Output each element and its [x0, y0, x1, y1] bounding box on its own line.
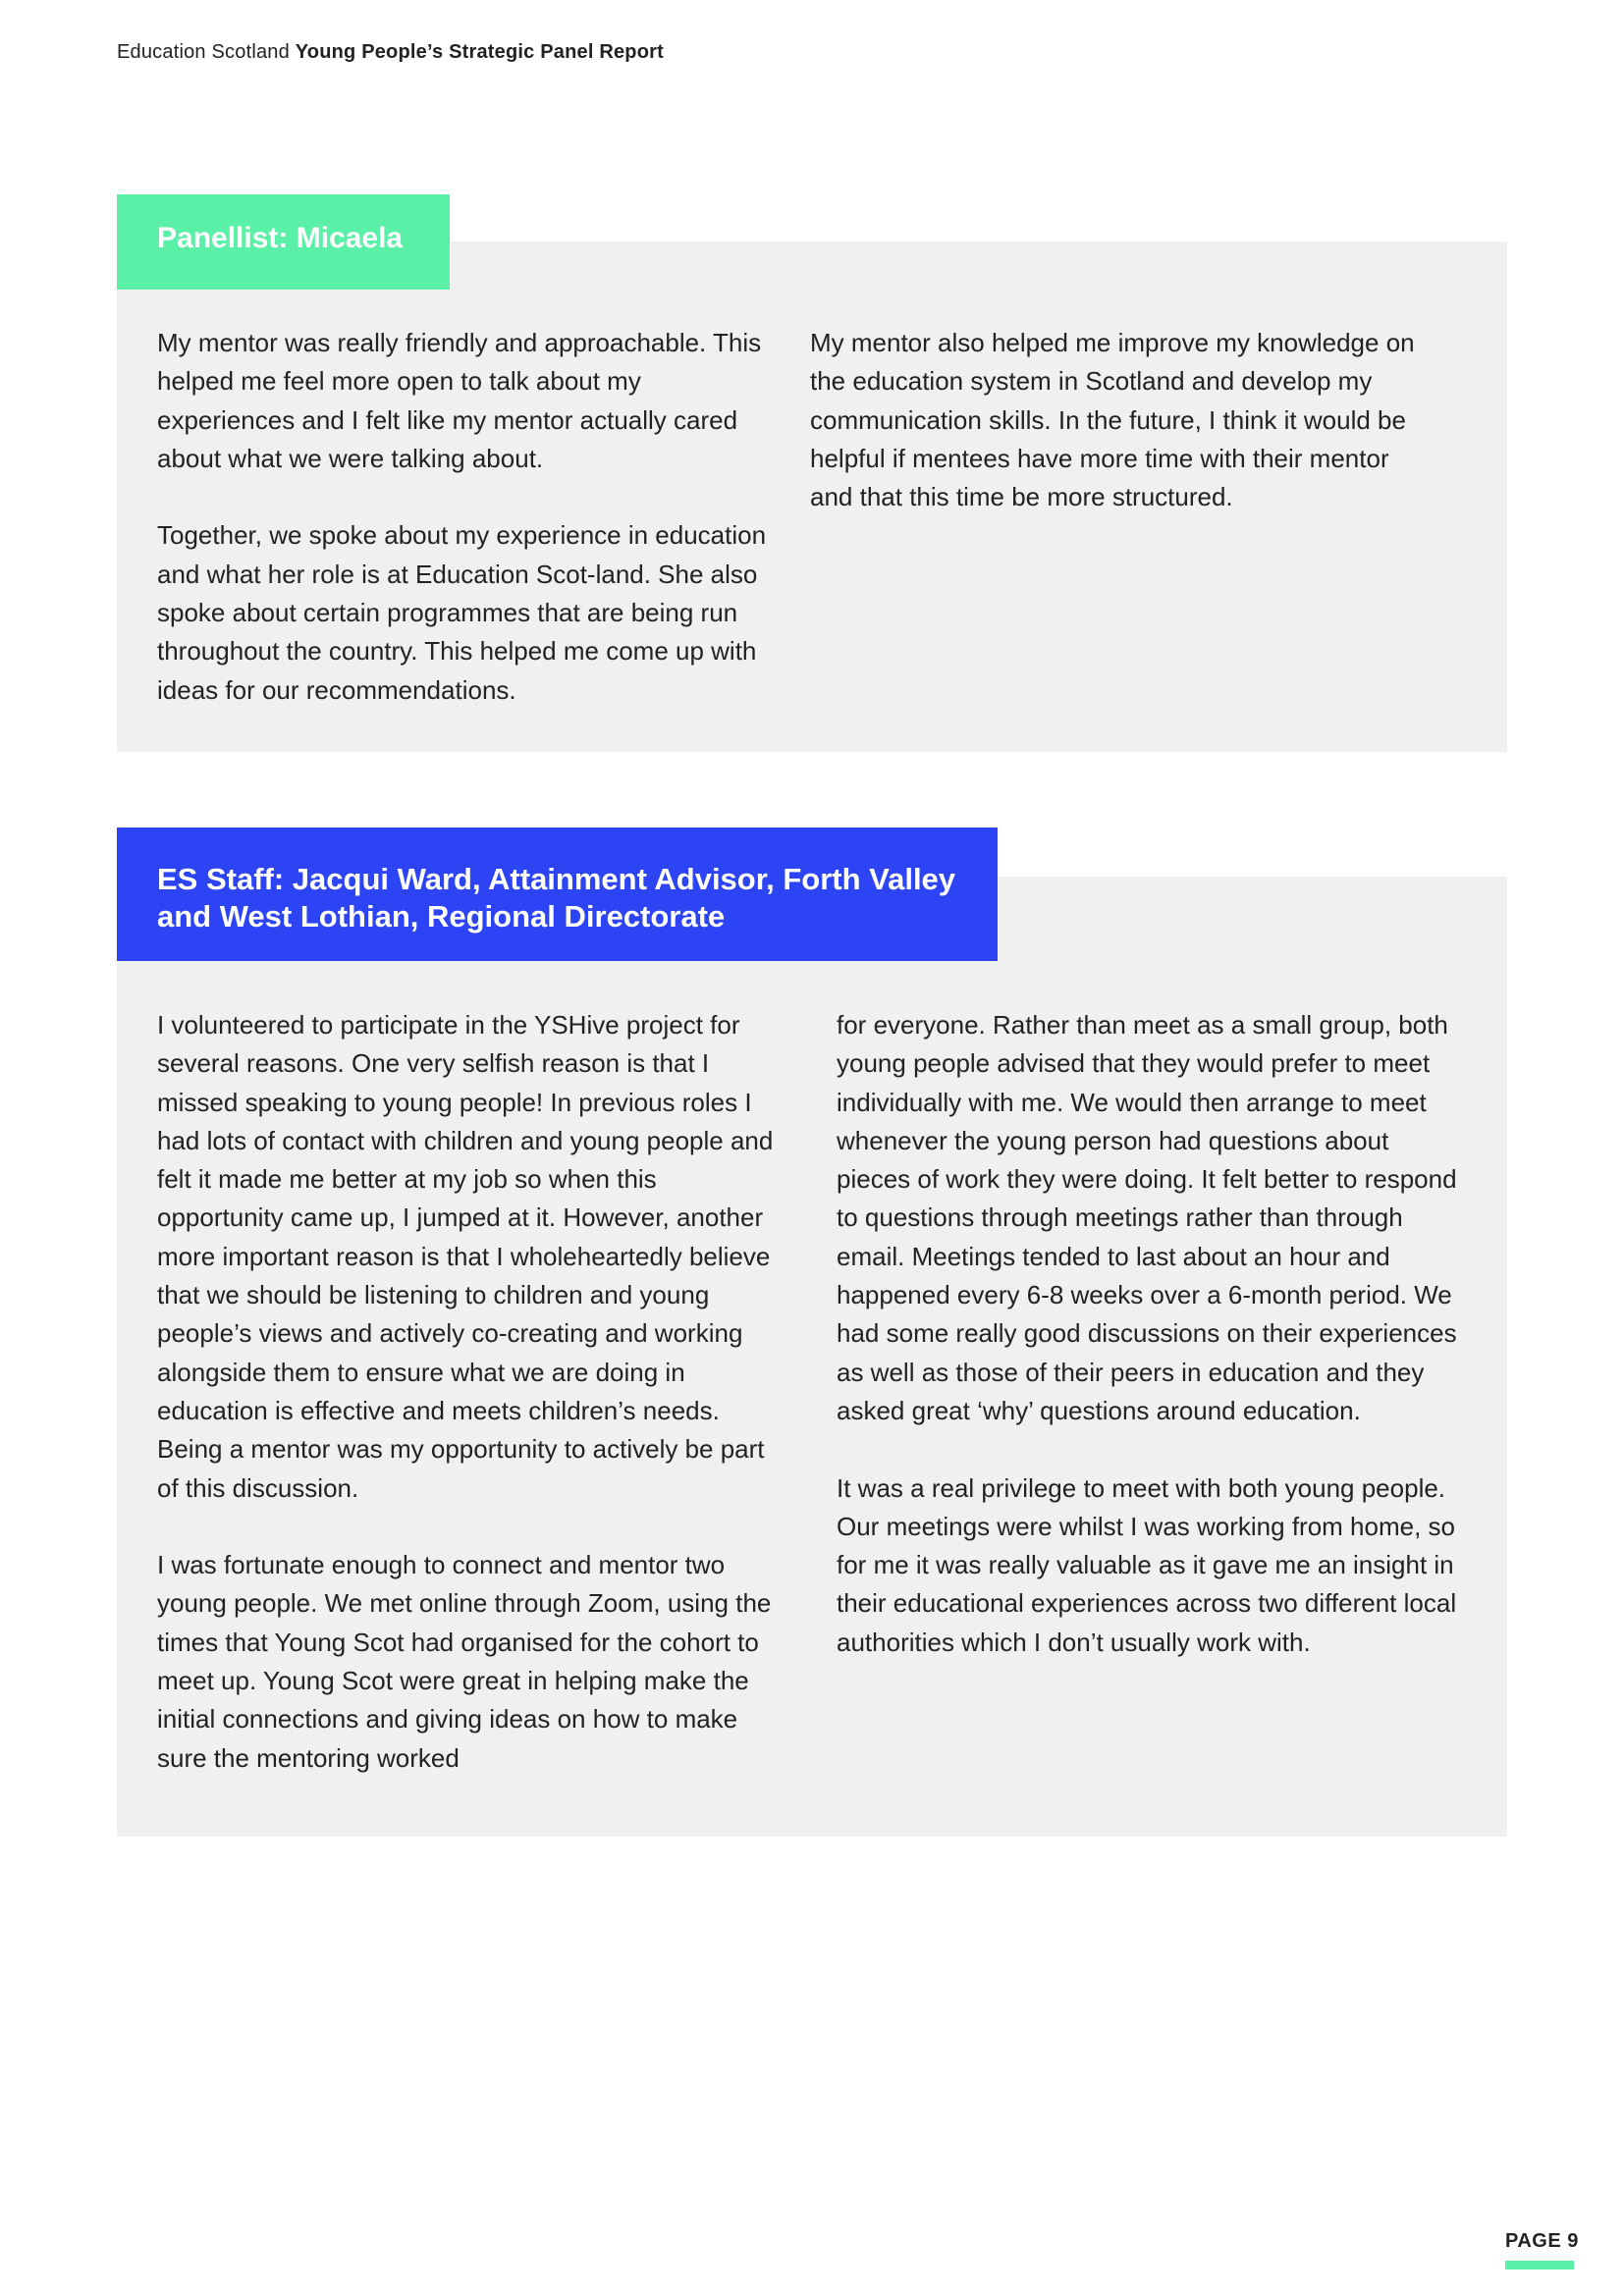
panellist-left-column [157, 324, 785, 710]
staff-left-column [157, 1006, 785, 1778]
staff-heading-line-1: ES Staff: Jacqui Ward, Attainment Advisor, Forth Valley [157, 862, 956, 896]
panellist-right-column [810, 324, 1438, 516]
paragraph: I was fortunate enough to connect and mentor two young people. We met online through Zoom, using the times that Young Scot had organised for the cohort to meet up. Young Scot were great in helping make the initial connections and giving ideas on how to make sure the mentoring worked [157, 1550, 772, 1773]
panellist-heading: Panellist: Micaela [117, 194, 450, 290]
header-report-title: Young People’s Strategic Panel Report [295, 41, 664, 63]
staff-right-column [837, 1006, 1465, 1662]
paragraph: for everyone. Rather than meet as a small group, both young people advised that they would prefer to meet individually with me. We would then arrange to meet whenever the young person had questions about pieces of work they were doing. It felt better to respond to questions through meetings rather than through email. Meetings tended to last about an hour and happened every 6-8 weeks over a 6-month period. We had some really good discussions on their experiences as well as those of their peers in education and they asked great ‘why’ questions around education. [837, 1010, 1457, 1425]
paragraph: It was a real privilege to meet with both young people. Our meetings were whilst I was working from home, so for me it was really valuable as it gave me an insight in their educational experiences across two different local authorities which I don’t usually work with. [837, 1472, 1457, 1657]
page-number-underline [1505, 2261, 1574, 2269]
paragraph: I volunteered to participate in the YSHive project for several reasons. One very selfish reason is that I missed speaking to young people! In previous roles I had lots of contact with children and young people and felt it made me better at my job so when this opportunity came up, I jumped at it. However, another more important reason is that I wholeheartedly believe that we should be listening to children and young people’s views and actively co-creating and working alongside them to ensure what we are doing in education is effective and meets children’s needs. Being a mentor was my opportunity to actively be part of this discussion. [157, 1010, 774, 1503]
paragraph: My mentor also helped me improve my knowledge on the education system in Scotland and develop my communication skills. In the future, I think it would be helpful if mentees have more time with their mentor and that this time be more structured. [810, 328, 1415, 512]
paragraph: Together, we spoke about my experience in education and what her role is at Education Scot-land. She also spoke about certain programmes that are being run throughout the country. This helped me come up with ideas for our recommendations. [157, 520, 767, 705]
running-header [117, 41, 664, 64]
staff-heading-line-2: and West Lothian, Regional Directorate [157, 899, 726, 934]
header-org: Education Scotland [117, 41, 290, 63]
staff-heading [117, 828, 998, 961]
paragraph: My mentor was really friendly and approachable. This helped me feel more open to talk about my experiences and I felt like my mentor actually cared about what we were talking about. [157, 328, 762, 473]
page-number: PAGE 9 [1505, 2230, 1579, 2252]
